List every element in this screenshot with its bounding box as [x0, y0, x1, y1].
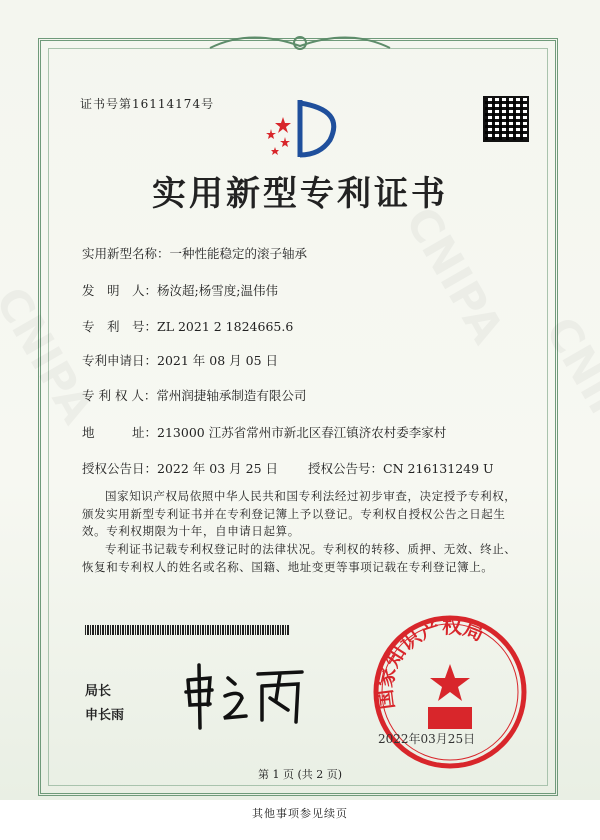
paragraph: 国家知识产权局依照中华人民共和国专利法经过初步审查，决定授予专利权，颁发实用新型专利证书并在专利登记簿上予以登记。专利权自授权公告之日起生效。专利权期限为十年，自申请日起算。 — [82, 489, 517, 538]
footer-note: 其他事项参见续页 — [252, 807, 348, 820]
barcode — [85, 625, 290, 635]
seal-text: 国家知识产权局 — [372, 614, 488, 711]
field-address: 地 址：213000 江苏省常州市新北区春江镇济农村委李家村 — [82, 425, 447, 440]
ornament-top — [200, 28, 400, 58]
field-grant-date: 授权公告日：2022 年 03 月 25 日 — [82, 461, 279, 476]
page-number: 第 1 页 (共 2 页) — [257, 768, 343, 781]
field-name: 实用新型名称：一种性能稳定的滚子轴承 — [82, 246, 308, 261]
signatory-name: 申长雨 — [85, 708, 125, 723]
cnipa-logo — [255, 95, 350, 165]
field-inventor: 发 明 人：杨汝超;杨雪度;温伟伟 — [82, 283, 278, 298]
field-application-date: 专利申请日：2021 年 08 月 05 日 — [82, 353, 279, 368]
svg-text:国家知识产权局 — [372, 614, 487, 711]
official-seal — [370, 612, 530, 772]
field-patentee: 专 利 权 人：常州润捷轴承制造有限公司 — [82, 388, 307, 403]
paragraph: 专利证书记载专利权登记时的法律状况。专利权的转移、质押、无效、终止、恢复和专利权人的姓名或名称、国籍、地址变更等事项记载在专利登记簿上。 — [82, 542, 517, 574]
seal-date: 2022年03月25日 — [378, 732, 476, 746]
signatory-title: 局长 — [85, 684, 112, 699]
page-title: 实用新型专利证书 — [152, 174, 448, 214]
field-publication-no: 授权公告号：CN 216131249 U — [308, 461, 494, 476]
qr-code — [483, 96, 529, 142]
handwritten-signature — [180, 660, 310, 730]
field-patent-no: 专 利 号：ZL 2021 2 1824665.6 — [82, 319, 294, 334]
certificate-number: 证书号第16114174号 — [80, 97, 215, 111]
